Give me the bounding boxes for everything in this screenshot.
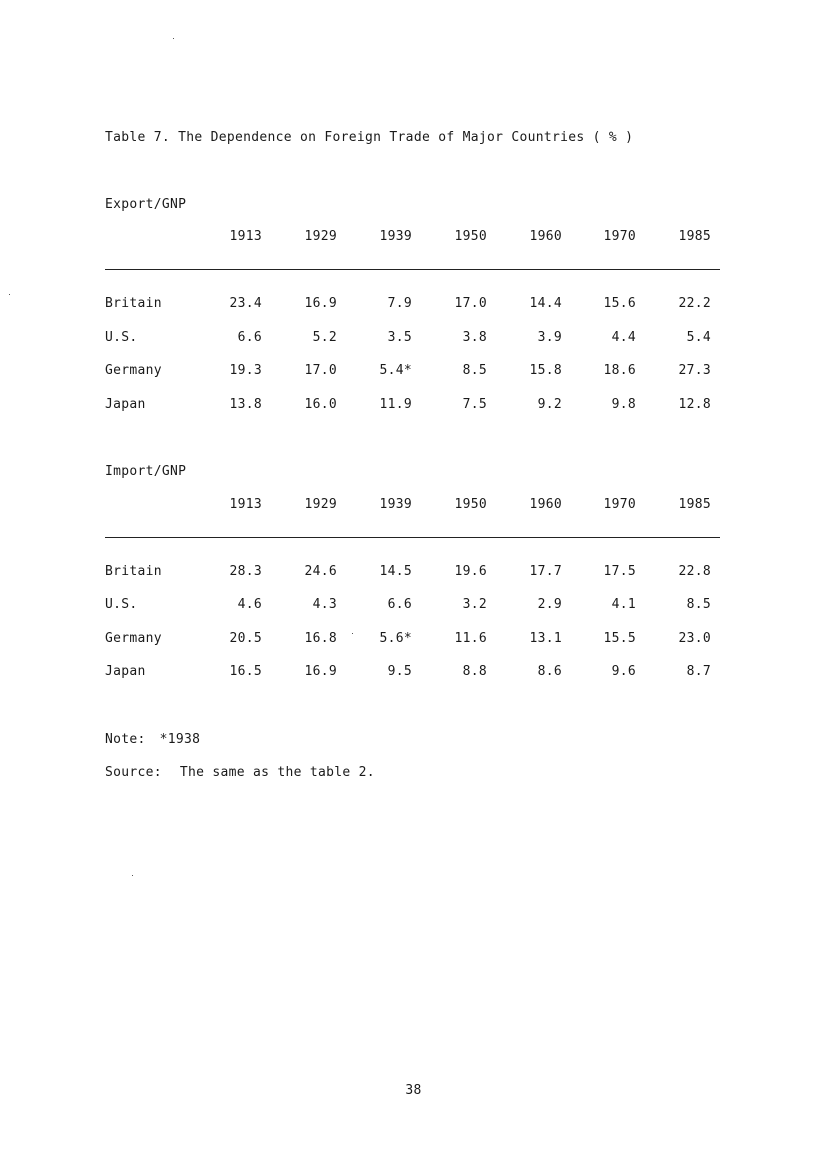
value-cell: 5.4 <box>686 330 711 345</box>
country-label: Britain <box>105 564 162 579</box>
table-row <box>105 564 720 582</box>
value-cell: 11.9 <box>379 397 412 412</box>
value-cell: 22.2 <box>678 296 711 311</box>
value-cell: 7.9 <box>387 296 412 311</box>
value-cell: 15.6 <box>603 296 636 311</box>
value-cell: 14.5 <box>379 564 412 579</box>
country-label: Britain <box>105 296 162 311</box>
value-cell: 14.4 <box>529 296 562 311</box>
year-header-cell: 1913 <box>229 497 262 512</box>
import-section-label: Import/GNP <box>105 464 187 479</box>
table-row <box>105 363 720 381</box>
value-cell: 8.8 <box>462 664 487 679</box>
value-cell: 27.3 <box>678 363 711 378</box>
value-cell: 13.1 <box>529 631 562 646</box>
value-cell: 8.5 <box>462 363 487 378</box>
value-cell: 13.8 <box>229 397 262 412</box>
value-cell: 16.8 <box>304 631 337 646</box>
table-row <box>105 397 720 415</box>
value-cell: 17.0 <box>304 363 337 378</box>
note-text: *1938 <box>159 732 201 747</box>
value-cell: 16.9 <box>304 664 337 679</box>
export-year-header <box>105 229 720 247</box>
value-cell: 22.8 <box>678 564 711 579</box>
scan-speck <box>9 294 10 295</box>
year-header-cell: 1929 <box>304 229 337 244</box>
year-header-cell: 1929 <box>304 497 337 512</box>
year-header-cell: 1939 <box>379 497 412 512</box>
year-header-cell: 1960 <box>529 497 562 512</box>
scan-speck <box>132 875 133 876</box>
year-header-cell: 1950 <box>454 229 487 244</box>
value-cell: 5.2 <box>312 330 337 345</box>
table-note <box>105 732 200 747</box>
value-cell: 5.6* <box>379 631 412 646</box>
value-cell: 9.8 <box>611 397 636 412</box>
year-header-cell: 1985 <box>678 229 711 244</box>
export-header-rule <box>105 269 720 270</box>
table-title: Table 7. The Dependence on Foreign Trade of Major Countries ( % ) <box>105 130 634 145</box>
value-cell: 9.6 <box>611 664 636 679</box>
value-cell: 15.5 <box>603 631 636 646</box>
table-source <box>105 765 375 780</box>
country-label: Japan <box>105 397 146 412</box>
value-cell: 24.6 <box>304 564 337 579</box>
year-header-cell: 1960 <box>529 229 562 244</box>
value-cell: 8.6 <box>537 664 562 679</box>
value-cell: 17.5 <box>603 564 636 579</box>
value-cell: 19.3 <box>229 363 262 378</box>
value-cell: 4.3 <box>312 597 337 612</box>
value-cell: 19.6 <box>454 564 487 579</box>
table-row <box>105 664 720 682</box>
value-cell: 12.8 <box>678 397 711 412</box>
value-cell: 6.6 <box>237 330 262 345</box>
year-header-cell: 1970 <box>603 497 636 512</box>
scan-speck <box>352 633 353 634</box>
country-label: Japan <box>105 664 146 679</box>
value-cell: 4.6 <box>237 597 262 612</box>
value-cell: 6.6 <box>387 597 412 612</box>
country-label: U.S. <box>105 330 138 345</box>
year-header-cell: 1939 <box>379 229 412 244</box>
scan-speck <box>173 38 174 39</box>
import-header-rule <box>105 537 720 538</box>
value-cell: 3.5 <box>387 330 412 345</box>
value-cell: 4.4 <box>611 330 636 345</box>
value-cell: 8.5 <box>686 597 711 612</box>
import-year-header <box>105 497 720 515</box>
value-cell: 20.5 <box>229 631 262 646</box>
value-cell: 3.2 <box>462 597 487 612</box>
value-cell: 5.4* <box>379 363 412 378</box>
table-row <box>105 330 720 348</box>
year-header-cell: 1913 <box>229 229 262 244</box>
table-row <box>105 296 720 314</box>
country-label: Germany <box>105 631 162 646</box>
page-number: 38 <box>405 1083 422 1098</box>
value-cell: 28.3 <box>229 564 262 579</box>
value-cell: 17.0 <box>454 296 487 311</box>
value-cell: 11.6 <box>454 631 487 646</box>
value-cell: 15.8 <box>529 363 562 378</box>
value-cell: 3.9 <box>537 330 562 345</box>
country-label: Germany <box>105 363 162 378</box>
table-row <box>105 631 720 649</box>
value-cell: 3.8 <box>462 330 487 345</box>
year-header-cell: 1970 <box>603 229 636 244</box>
value-cell: 8.7 <box>686 664 711 679</box>
value-cell: 23.0 <box>678 631 711 646</box>
source-label: Source: <box>105 765 162 780</box>
export-section-label: Export/GNP <box>105 197 187 212</box>
value-cell: 2.9 <box>537 597 562 612</box>
country-label: U.S. <box>105 597 138 612</box>
value-cell: 9.2 <box>537 397 562 412</box>
value-cell: 7.5 <box>462 397 487 412</box>
table-row <box>105 597 720 615</box>
note-label: Note: <box>105 732 146 747</box>
value-cell: 16.5 <box>229 664 262 679</box>
value-cell: 16.0 <box>304 397 337 412</box>
year-header-cell: 1950 <box>454 497 487 512</box>
value-cell: 4.1 <box>611 597 636 612</box>
value-cell: 9.5 <box>387 664 412 679</box>
value-cell: 16.9 <box>304 296 337 311</box>
source-text: The same as the table 2. <box>179 765 375 780</box>
value-cell: 18.6 <box>603 363 636 378</box>
value-cell: 23.4 <box>229 296 262 311</box>
value-cell: 17.7 <box>529 564 562 579</box>
year-header-cell: 1985 <box>678 497 711 512</box>
